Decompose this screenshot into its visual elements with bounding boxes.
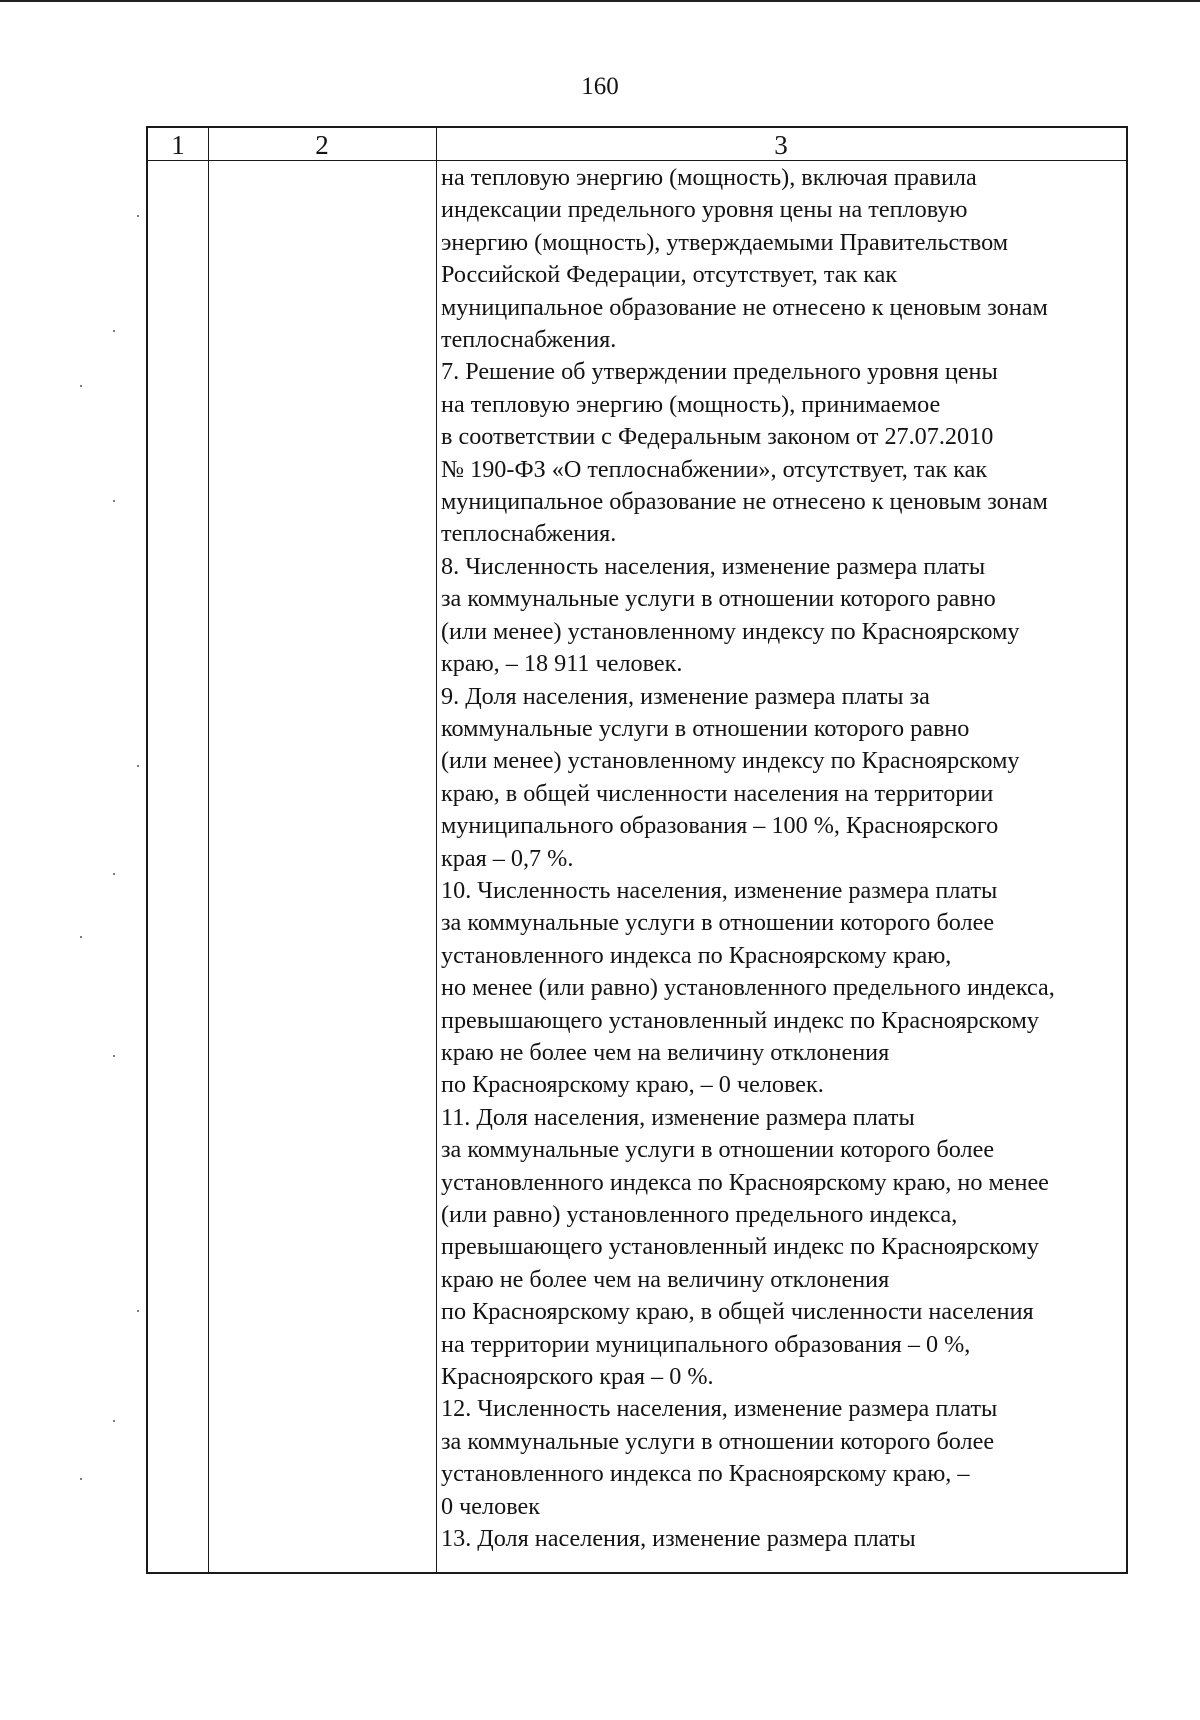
- cell-text-line: индексации предельного уровня цены на тепловую: [441, 196, 968, 224]
- cell-text-line: 7. Решение об утверждении предельного уровня цены: [441, 358, 998, 386]
- scan-speck: [113, 330, 115, 332]
- cell-text-line: но менее (или равно) установленного предельного индекса,: [441, 974, 1055, 1002]
- cell-text-line: 12. Численность населения, изменение размера платы: [441, 1395, 998, 1423]
- column-header-3: 3: [774, 130, 788, 160]
- cell-text-line: за коммунальные услуги в отношении которого более: [441, 1427, 995, 1455]
- scan-speck: [113, 1055, 115, 1057]
- cell-text-line: муниципального образования – 100 %, Красноярского: [441, 812, 999, 840]
- cell-text-line: 10. Численность населения, изменение размера платы: [441, 876, 998, 904]
- cell-text-line: Красноярского края – 0 %.: [441, 1363, 714, 1391]
- scan-top-edge: [0, 0, 1200, 2]
- scan-speck: [80, 385, 82, 387]
- scan-speck: [137, 215, 139, 217]
- scan-speck: [137, 1310, 139, 1312]
- cell-text-line: муниципальное образование не отнесено к ценовым зонам: [441, 488, 1048, 516]
- scan-speck: [113, 1420, 115, 1422]
- cell-text-line: краю не более чем на величину отклонения: [441, 1265, 890, 1293]
- cell-text-line: на тепловую энергию (мощность), включая правила: [441, 164, 977, 191]
- column-divider-1: [208, 128, 209, 1572]
- cell-text-line: энергию (мощность), утверждаемыми Правительством: [441, 228, 1009, 256]
- cell-text-line: Российской Федерации, отсутствует, так как: [441, 261, 898, 289]
- scan-speck: [113, 873, 115, 875]
- cell-text-line: по Красноярскому краю, в общей численности населения: [441, 1298, 1034, 1326]
- scan-speck: [80, 1478, 82, 1480]
- scan-speck: [80, 936, 82, 938]
- cell-text-line: на территории муниципального образования – 0 %,: [441, 1330, 971, 1358]
- cell-text-line: за коммунальные услуги в отношении которого более: [441, 1136, 995, 1164]
- cell-text-line: установленного индекса по Красноярскому краю, –: [441, 1460, 970, 1488]
- cell-text-line: 0 человек: [441, 1492, 540, 1520]
- cell-text-line: в соответствии с Федеральным законом от 27.07.2010: [441, 423, 994, 451]
- cell-text-line: установленного индекса по Красноярскому краю, но менее: [441, 1168, 1049, 1196]
- cell-text-line: теплоснабжения.: [441, 326, 617, 354]
- header-row-divider: [148, 160, 1126, 161]
- column-header-2: 2: [315, 130, 329, 160]
- scan-speck: [137, 765, 139, 767]
- document-table: [146, 126, 1128, 1574]
- cell-text-line: края – 0,7 %.: [441, 844, 574, 872]
- cell-text-line: 11. Доля населения, изменение размера платы: [441, 1103, 915, 1131]
- cell-text-line: коммунальные услуги в отношении которого равно: [441, 714, 970, 742]
- cell-text-line: 9. Доля населения, изменение размера платы за: [441, 682, 930, 710]
- cell-text-line: (или менее) установленному индексу по Красноярскому: [441, 617, 1020, 645]
- cell-text-line: муниципальное образование не отнесено к ценовым зонам: [441, 293, 1048, 321]
- cell-text-line: 13. Доля населения, изменение размера платы: [441, 1525, 916, 1553]
- page-number: 160: [581, 73, 619, 100]
- cell-text-line: за коммунальные услуги в отношении которого равно: [441, 585, 996, 613]
- cell-text-line: теплоснабжения.: [441, 520, 617, 548]
- cell-text-line: краю не более чем на величину отклонения: [441, 1038, 890, 1066]
- cell-text-line: превышающего установленный индекс по Красноярскому: [441, 1233, 1039, 1261]
- cell-text-line: превышающего установленный индекс по Красноярскому: [441, 1006, 1039, 1034]
- column-header-1: 1: [171, 130, 185, 160]
- cell-text-line: (или менее) установленному индексу по Красноярскому: [441, 747, 1020, 775]
- cell-text-line: краю, в общей численности населения на территории: [441, 779, 994, 807]
- cell-text-line: на тепловую энергию (мощность), принимаемое: [441, 390, 941, 418]
- cell-text-line: 8. Численность населения, изменение размера платы: [441, 552, 986, 580]
- cell-text-line: краю, – 18 911 человек.: [441, 650, 683, 678]
- column-divider-2: [436, 128, 437, 1572]
- cell-text-line: (или равно) установленного предельного индекса,: [441, 1201, 958, 1228]
- scan-speck: [113, 500, 115, 502]
- cell-text-line: установленного индекса по Красноярскому краю,: [441, 941, 952, 969]
- cell-text-line: № 190-ФЗ «О теплоснабжении», отсутствует, так как: [441, 455, 988, 483]
- cell-text-line: по Красноярскому краю, – 0 человек.: [441, 1071, 824, 1099]
- column-3-cell: [441, 162, 1125, 1555]
- cell-text-line: за коммунальные услуги в отношении которого более: [441, 909, 995, 937]
